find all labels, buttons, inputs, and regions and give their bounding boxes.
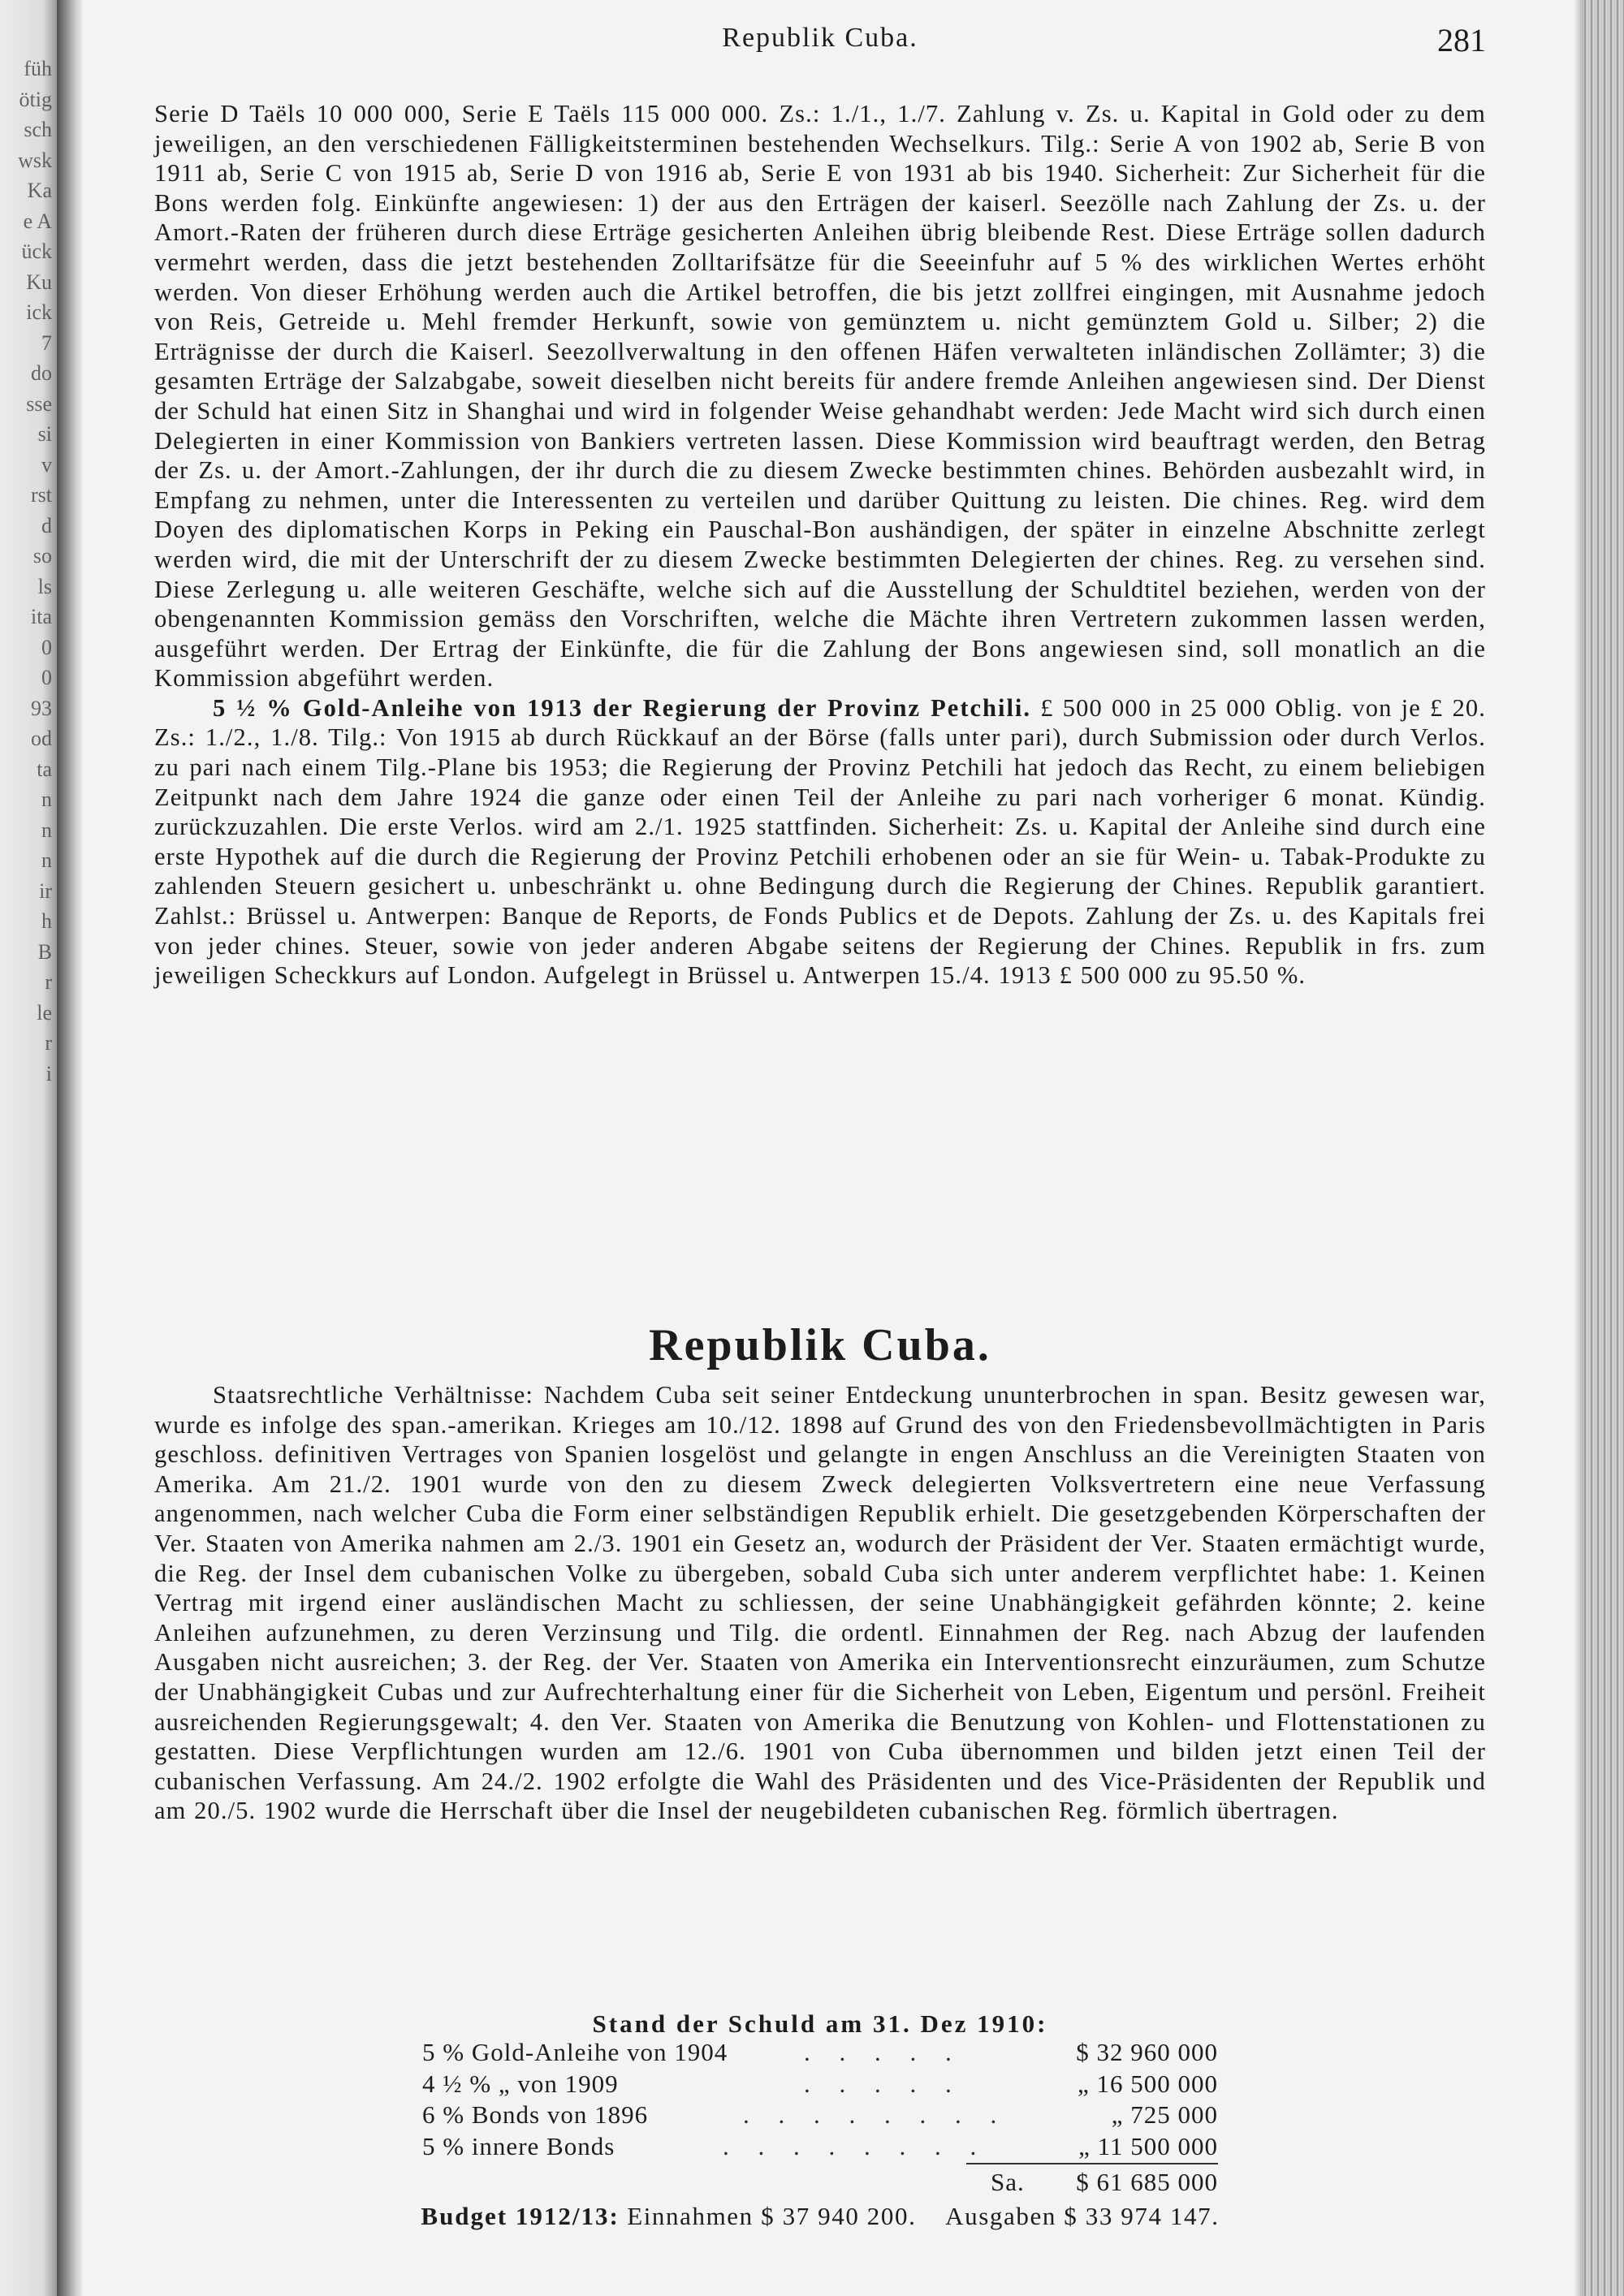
- debt-amount: „ 16 500 000: [1077, 2069, 1218, 2098]
- prev-page-fragment: 7: [41, 330, 52, 355]
- debt-amount: „ 725 000: [1111, 2100, 1218, 2129]
- prev-page-fragment: ita: [31, 605, 52, 628]
- prev-page-fragment: rst: [31, 483, 52, 507]
- debt-amount: „ 11 500 000: [1078, 2131, 1218, 2160]
- debt-label: 5 % innere Bonds: [422, 2131, 615, 2160]
- prev-page-fragment: Ka: [27, 179, 52, 202]
- continuation-text: [154, 99, 1486, 990]
- petchili-loan-title: 5 ½ % Gold-Anleihe von 1913 der Regierung der Provinz Petchili.: [213, 693, 1032, 722]
- debt-row: [422, 2132, 1218, 2164]
- leader-dots: . . . . . . . .: [723, 2131, 988, 2160]
- prev-page-fragment: sch: [24, 118, 52, 141]
- prev-page-fragment: h: [41, 909, 52, 933]
- loan-terms-paragraph: Serie D Taëls 10 000 000, Serie E Taëls 115 000 000. Zs.: 1./1., 1./7. Zahlung v. Zs. u. Kapital in Gold oder zu dem jeweiligen, an den verschiedenen Fälligkeitsterminen bestehenden Wechselkurs. Tilg.: Serie A von 1902 ab, Serie B von 1911 ab, Serie C von 1915 ab, Serie D von 1916 ab, Serie E von 1931 ab bis 1940. Sicherheit: Zur Sicherheit für die Bons werden folg. Einkünfte angewiesen: 1) der aus den Erträgen der kaiserl. Seezölle nach Zahlung der Zs. u. der Amort.-Raten der früheren durch diese Erträge gesicherten Anleihen übrig bleibende Rest. Diese Erträge sollen dadurch vermehrt werden, dass die jetzt bestehenden Zolltarifsätze für die Seeeinfuhr auf 5 % des wirklichen Wertes erhöht werden. Von dieser Erhöhung werden auch die Artikel betroffen, die bis jetzt zollfrei eingingen, mit Ausnahme jedoch von Reis, Getreide u. Mehl fremder Herkunft, sowie von gemünztem u. nicht gemünztem Gold u. Silber; 2) die Erträgnisse der durch die Kaiserl. Seezollverwaltung in den offenen Häfen verwalteten inländischen Zollämter; 3) die gesamten Erträge der Salzabgabe, soweit dieselben nicht bereits für andere fremde Anleihen angewiesen sind. Der Dienst der Schuld hat einen Sitz in Shanghai und wird in folgender Weise gehandhabt werden: Jede Macht wird sich durch einen Delegierten in einer Kommission von Bankiers vertreten lassen. Diese Kommission wird beauftragt werden, den Betrag der Zs. u. der Amort.-Zahlungen, der ihr durch die zu diesem Zwecke bestimmten chines. Behörden ausbezahlt wird, in Empfang zu nehmen, unter die Interessenten zu verteilen und darüber Quittung zu leisten. Die chines. Reg. wird dem Doyen des diplomatischen Korps in Peking ein Pauschal-Bon aushändigen, der später in einzelne Abschnitte zerlegt werden wird, die mit der Unterschrift der zu diesem Zwecke bestimmten Delegierten der chines. Reg. zu versehen sind. Diese Zerlegung u. alle weiteren Geschäfte, welche sich auf die Ausstellung der Schuldtitel beziehen, werden von der obengenannten Kommission gemäss den Vorschriften, welche die Mächte ihren Vertretern zukommen lassen werden, ausgeführt werden. Der Ertrag der Einkünfte, die für die Zahlung der Bons angewiesen sind, soll monatlich an die Kommission abgeführt werden.: [154, 100, 1486, 693]
- prev-page-fragment: v: [41, 452, 52, 477]
- prev-page-fragment: wsk: [18, 148, 52, 172]
- leader-dots: . . . . .: [804, 2038, 963, 2066]
- budget-line: [154, 2202, 1486, 2231]
- debt-table: [422, 2038, 1218, 2163]
- constitutional-paragraph: Staatsrechtliche Verhältnisse: Nachdem Cuba seit seiner Entdeckung ununterbrochen in span. Besitz gewesen war, wurde es infolge des span.-amerikan. Krieges am 10./12. 1898 auf Grund des von den Friedensbevollmächtigten in Paris geschloss. definitiven Vertrages von Spanien losgelöst und gelangte in engen Anschluss an die Vereinigten Staaten von Amerika. Am 21./2. 1901 wurde von den zu diesem Zweck delegierten Volksvertretern eine neue Verfassung angenommen, nach welcher Cuba die Form einer selbständigen Republik erhielt. Die gesetzgebenden Körperschaften der Ver. Staaten von Amerika nahmen am 2./3. 1901 ein Gesetz an, wodurch der Präsident der Ver. Staaten ermächtigt wurde, die Reg. der Insel dem cubanischen Volke zu übergeben, sobald Cuba sich unter anderem verpflichtet habe: 1. Keinen Vertrag mit irgend einer ausländischen Macht zu schliessen, der seine Unabhängigkeit gefährden könnte; 2. keine Anleihen aufzunehmen, zu deren Verzinsung und Tilg. die ordentl. Einnahmen der Reg. nach Abzug der laufenden Ausgaben nicht ausreichen; 3. der Reg. der Ver. Staaten von Amerika ein Interventionsrecht einzuräumen, zum Schutze der Unabhängigkeit Cubas und zur Aufrechterhaltung einer für die Sicherheit von Leben, Eigentum und persönl. Freiheit ausreichenden Regierungsgewalt; 4. den Ver. Staaten von Amerika die Benutzung von Kohlen- und Flottenstationen zu gestatten. Diese Verpflichtungen wurden am 12./6. 1901 von Cuba übernommen und bilden jetzt einen Teil der cubanischen Verfassung. Am 24./2. 1902 erfolgte die Wahl des Präsidenten und des Vice-Präsidenten der Republik und am 20./5. 1902 wurde die Herrschaft über die Insel der neugebildeten cubanischen Reg. förmlich übertragen.: [154, 1381, 1486, 1825]
- petchili-loan-text: £ 500 000 in 25 000 Oblig. von je £ 20. Zs.: 1./2., 1./8. Tilg.: Von 1915 ab durch Rückkauf an der Börse (falls unter pari), durch Submission oder durch Verlos. zu pari nach einem Tilg.-Plane bis 1953; die Regierung der Provinz Petchili hat jedoch das Recht, zu einem beliebigen Zeitpunkt nach dem Jahre 1924 die ganze oder einen Teil der Anleihe zu pari nach vorheriger 6 monat. Kündig. zurückzuzahlen. Die erste Verlos. wird am 2./1. 1925 stattfinden. Sicherheit: Zs. u. Kapital der Anleihe sind durch eine erste Hypothek auf die durch die Regierung der Provinz Petchili erhobenen oder an sie für Wein- u. Tabak-Produkte zu zahlenden Steuern gesichert u. unbeschränkt u. ohne Bedingung durch die Regierung der Chines. Republik garantiert. Zahlst.: Brüssel u. Antwerpen: Banque de Reports, de Fonds Publics et de Depots. Zahlung der Zs. u. des Kapitals frei von jeder chines. Steuer, sowie von jeder anderen Abgabe seitens der Regierung der Chines. Republik in frs. zum jeweiligen Scheckkurs auf London. Aufgelegt in Brüssel u. Antwerpen 15./4. 1913 £ 500 000 zu 95.50 %.: [154, 693, 1487, 990]
- prev-page-fragment: ötig: [19, 87, 52, 111]
- income-value: $ 37 940 200.: [761, 2202, 917, 2230]
- book-gutter: [57, 0, 83, 2296]
- prev-page-fragment: füh: [24, 57, 52, 80]
- debt-heading: Stand der Schuld am 31. Dez 1910:: [592, 2009, 1048, 2038]
- debt-label: 5 % Gold-Anleihe von 1904: [422, 2038, 728, 2066]
- running-title: Republik Cuba.: [722, 23, 918, 53]
- previous-page-strip: [0, 0, 57, 2296]
- prev-page-fragment: r: [45, 1031, 52, 1055]
- prev-page-fragment: B: [37, 939, 52, 964]
- expense-value: $ 33 974 147.: [1064, 2202, 1220, 2230]
- page-edge: [1574, 0, 1624, 2296]
- prev-page-fragment: 93: [31, 696, 52, 720]
- prev-page-fragment: od: [31, 727, 52, 750]
- sum-label: Sa.: [991, 2168, 1025, 2196]
- prev-page-fragment: e A: [23, 209, 52, 233]
- prev-page-fragment: n: [41, 788, 52, 811]
- prev-page-fragment: ir: [39, 878, 52, 903]
- income-label: Einnahmen: [627, 2202, 754, 2230]
- debt-row: [422, 2100, 1218, 2132]
- prev-page-fragment: 0: [41, 635, 52, 659]
- prev-page-fragment: r: [45, 970, 52, 994]
- debt-amount: $ 32 960 000: [1076, 2038, 1218, 2066]
- expense-label: Ausgaben: [945, 2202, 1056, 2230]
- leader-dots: . . . . .: [804, 2069, 963, 2098]
- leader-dots: . . . . . . . .: [743, 2100, 1009, 2129]
- prev-page-fragment: d: [41, 513, 52, 537]
- prev-page-fragment: do: [31, 361, 52, 385]
- prev-page-fragment: le: [37, 1000, 52, 1025]
- debt-label: 6 % Bonds von 1896: [422, 2100, 649, 2129]
- debt-label: 4 ½ % „ von 1909: [422, 2069, 619, 2098]
- prev-page-fragment: ls: [37, 574, 52, 598]
- prev-page-fragment: si: [37, 422, 52, 446]
- cuba-section-text: [154, 1380, 1486, 1826]
- running-head: [154, 23, 1486, 63]
- prev-page-fragment: i: [45, 1061, 52, 1085]
- prev-page-fragment: Ku: [26, 270, 52, 294]
- petchili-loan-paragraph: [154, 693, 1486, 990]
- prev-page-fragment: so: [32, 544, 52, 568]
- sum-rule: [966, 2163, 1218, 2164]
- prev-page-fragment: sse: [26, 391, 52, 416]
- prev-page-fragment: ick: [26, 300, 52, 324]
- section-heading: Republik Cuba.: [649, 1320, 991, 1370]
- prev-page-fragment: n: [41, 818, 52, 842]
- prev-page-fragment: ta: [37, 757, 52, 781]
- debt-sum: [812, 2168, 1218, 2200]
- prev-page-fragment: n: [41, 848, 52, 872]
- prev-page-fragment: 0: [41, 666, 52, 689]
- budget-label: Budget 1912/13:: [421, 2202, 620, 2230]
- debt-row: [422, 2038, 1218, 2069]
- page-number: 281: [1437, 22, 1486, 58]
- prev-page-fragment: ück: [21, 240, 52, 263]
- debt-row: [422, 2069, 1218, 2101]
- sum-amount: $ 61 685 000: [1076, 2168, 1218, 2196]
